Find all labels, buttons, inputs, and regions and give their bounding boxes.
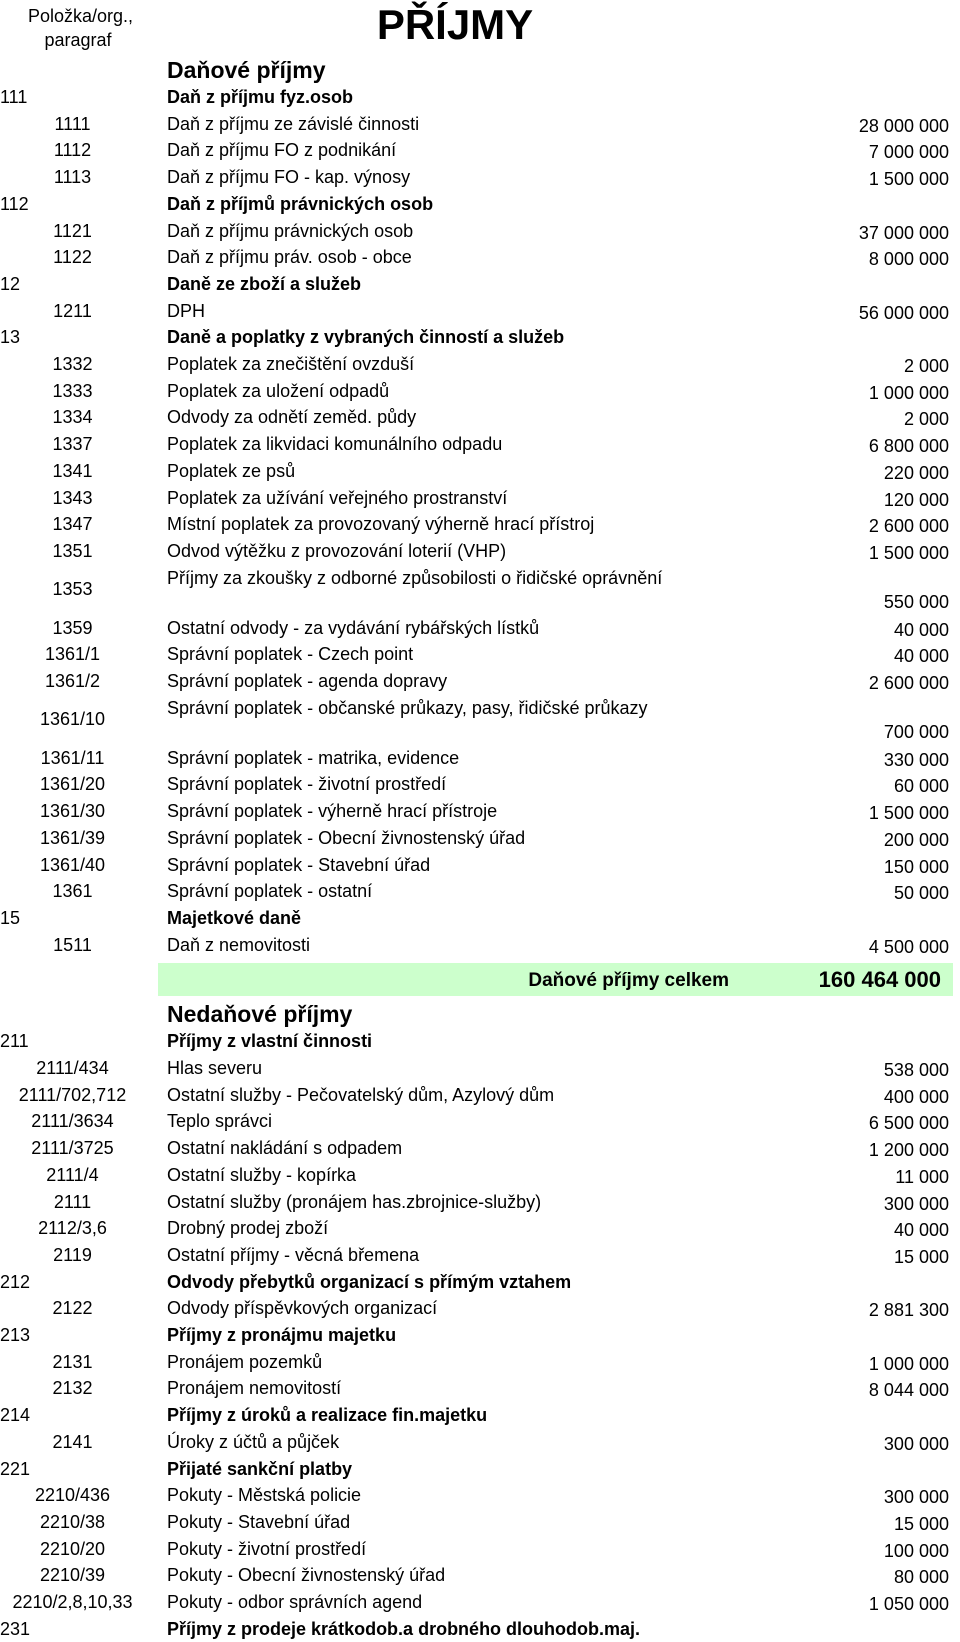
item-label: Odvody příspěvkových organizací — [167, 1298, 438, 1319]
group-row — [0, 84, 960, 111]
item-amount: 2 881 300 — [868, 1300, 949, 1321]
group-code: 111 — [0, 87, 28, 107]
item-label: Daň z příjmu FO z podnikání — [167, 140, 397, 161]
line-item-row — [0, 511, 960, 538]
item-amount: 7 000 000 — [868, 142, 949, 163]
item-amount: 2 600 000 — [868, 673, 949, 693]
line-item-row — [0, 244, 960, 271]
item-amount: 300 000 — [883, 1193, 949, 1214]
line-item-row — [0, 1295, 960, 1322]
item-code: 2131 — [52, 1351, 93, 1372]
item-label: Daň z příjmu práv. osob - obce — [167, 247, 412, 268]
group-code: 15 — [0, 907, 21, 928]
line-item-row — [0, 351, 960, 378]
item-amount: 8 000 000 — [868, 249, 949, 270]
item-label: Daň z nemovitosti — [167, 934, 311, 955]
item-label: Ostatní služby - Pečovatelský dům, Azylový dům — [167, 1084, 555, 1105]
item-code: 1359 — [52, 617, 93, 638]
group-row — [0, 1456, 960, 1483]
item-amount: 2 000 — [903, 409, 949, 430]
item-code: 2210/20 — [39, 1538, 106, 1559]
line-item-row — [0, 932, 960, 959]
item-code: 2112/3,6 — [38, 1218, 107, 1239]
item-amount: 4 500 000 — [868, 936, 949, 957]
line-item-row — [0, 1562, 960, 1589]
line-item-row — [0, 1135, 960, 1162]
item-code: 1361/30 — [39, 801, 106, 822]
item-label: Daň z příjmu ze závislé činnosti — [167, 113, 420, 134]
group-row — [0, 324, 960, 351]
item-code: 1361/20 — [39, 774, 106, 795]
item-label: Ostatní služby (pronájem has.zbrojnice-služby) — [167, 1191, 542, 1212]
item-code: 2122 — [52, 1298, 93, 1319]
group-label: Daň z příjmu fyz.osob — [167, 87, 354, 107]
line-item-row — [0, 111, 960, 138]
group-code: 212 — [0, 1271, 31, 1292]
item-label: Pokuty - Obecní živnostenský úřad — [167, 1565, 446, 1586]
item-code: 2210/436 — [34, 1485, 111, 1506]
item-amount: 40 000 — [893, 646, 949, 667]
item-label: Teplo správci — [167, 1111, 273, 1132]
line-item-row — [0, 164, 960, 191]
group-label: Příjmy z úroků a realizace fin.majetku — [167, 1405, 488, 1426]
item-label: Poplatek za užívání veřejného prostranství — [167, 487, 508, 508]
group-label: Daň z příjmů právnických osob — [167, 193, 434, 214]
line-item-row — [0, 1162, 960, 1189]
group-label: Daně a poplatky z vybraných činností a služeb — [167, 327, 565, 348]
item-amount: 300 000 — [883, 1487, 949, 1508]
item-label: Poplatek ze psů — [167, 460, 296, 481]
item-code: 1111 — [54, 113, 91, 134]
group-label: Příjmy z pronájmu majetku — [167, 1325, 397, 1345]
item-code: 1113 — [53, 167, 92, 188]
item-code: 1112 — [53, 140, 92, 161]
line-item-row — [0, 1429, 960, 1456]
item-label: Poplatek za znečištění ovzduší — [167, 354, 415, 374]
item-code: 1351 — [52, 540, 93, 561]
group-code: 214 — [0, 1405, 31, 1426]
item-label: Správní poplatek - Obecní živnostenský úřad — [167, 827, 526, 848]
group-label: Přijaté sankční platby — [167, 1458, 353, 1479]
item-code: 2111/702,712 — [18, 1084, 127, 1105]
item-amount: 56 000 000 — [858, 302, 949, 323]
item-label: Úroky z účtů a půjček — [167, 1431, 340, 1452]
item-amount: 1 500 000 — [868, 803, 949, 824]
line-item-row — [0, 565, 960, 615]
group-row — [0, 905, 960, 932]
line-item-row — [0, 1108, 960, 1135]
item-code: 2111/3725 — [31, 1138, 114, 1159]
item-label: Pronájem nemovitostí — [167, 1378, 342, 1399]
line-item-row — [0, 668, 960, 695]
line-item-row — [0, 1189, 960, 1216]
line-item-row — [0, 615, 960, 642]
group-label: Příjmy z vlastní činnosti — [167, 1031, 373, 1052]
item-code: 2111/4 — [46, 1164, 99, 1185]
item-amount: 40 000 — [893, 1220, 949, 1241]
item-code: 1361/39 — [39, 827, 106, 848]
item-label: Správní poplatek - ostatní — [167, 881, 373, 902]
item-label: Správní poplatek - výherně hrací přístroje — [167, 801, 498, 822]
item-amount: 28 000 000 — [858, 115, 949, 136]
line-item-row — [0, 458, 960, 485]
total-value: 160 464 000 — [818, 967, 941, 993]
line-item-row — [0, 1536, 960, 1563]
item-amount: 40 000 — [893, 619, 949, 640]
item-code: 1343 — [52, 487, 93, 508]
section-heading-row — [0, 55, 960, 85]
item-code: 1361/2 — [44, 671, 101, 691]
item-label: Odvody za odnětí zeměd. půdy — [167, 407, 417, 428]
item-amount: 80 000 — [893, 1567, 949, 1588]
group-code: 112 — [0, 193, 29, 214]
item-code: 2111 — [53, 1191, 92, 1212]
item-code: 1332 — [52, 354, 93, 374]
item-label: Daň z příjmu právnických osob — [167, 220, 414, 241]
line-item-row — [0, 878, 960, 905]
item-label: DPH — [167, 300, 206, 321]
group-label: Daně ze zboží a služeb — [167, 273, 362, 294]
item-code: 1361/10 — [39, 708, 106, 729]
item-code: 2111/434 — [36, 1058, 109, 1078]
item-label: Ostatní služby - kopírka — [167, 1164, 357, 1185]
item-amount: 150 000 — [883, 856, 949, 877]
section-heading-row — [0, 999, 960, 1029]
item-code: 1121 — [53, 220, 92, 241]
item-amount: 1 050 000 — [868, 1594, 949, 1614]
item-label: Správní poplatek - matrika, evidence — [167, 747, 460, 768]
item-amount: 50 000 — [893, 883, 949, 904]
item-label: Ostatní odvody - za vydávání rybářských lístků — [167, 617, 540, 638]
item-code: 1361/1 — [44, 644, 101, 665]
item-label: Drobný prodej zboží — [167, 1218, 329, 1239]
total-label: Daňové příjmy celkem — [528, 970, 729, 992]
item-amount: 60 000 — [893, 776, 949, 797]
item-code: 1341 — [52, 460, 93, 481]
line-item-row — [0, 798, 960, 825]
item-label: Pokuty - odbor správních agend — [167, 1592, 423, 1612]
item-amount: 15 000 — [893, 1513, 949, 1534]
item-code: 1333 — [52, 380, 93, 401]
item-label: Pokuty - životní prostředí — [167, 1538, 367, 1559]
line-item-row — [0, 1375, 960, 1402]
group-row — [0, 191, 960, 218]
line-item-row — [0, 825, 960, 852]
item-code: 1211 — [53, 300, 92, 321]
item-code: 1122 — [53, 247, 92, 268]
item-label: Správní poplatek - životní prostředí — [167, 774, 447, 795]
item-code: 2210/2,8,10,33 — [12, 1592, 133, 1612]
line-item-row — [0, 641, 960, 668]
item-label: Poplatek za likvidaci komunálního odpadu — [167, 434, 503, 455]
item-amount: 538 000 — [883, 1060, 949, 1080]
group-code: 12 — [0, 273, 21, 294]
line-item-row — [0, 1215, 960, 1242]
item-amount: 220 000 — [883, 462, 949, 483]
group-row — [0, 1322, 960, 1349]
item-code: 1511 — [53, 934, 92, 955]
item-amount: 330 000 — [883, 749, 949, 770]
item-code: 1347 — [52, 514, 93, 535]
item-amount: 300 000 — [883, 1433, 949, 1454]
item-amount: 100 000 — [883, 1540, 949, 1561]
item-label: Daň z příjmu FO - kap. výnosy — [167, 167, 411, 188]
line-item-row — [0, 298, 960, 325]
item-amount: 1 500 000 — [868, 542, 949, 563]
item-code: 1353 — [52, 578, 93, 599]
group-row — [0, 1616, 960, 1642]
line-item-row — [0, 745, 960, 772]
item-amount: 2 000 — [903, 356, 949, 376]
line-item-row — [0, 1349, 960, 1376]
line-item-row — [0, 1082, 960, 1109]
line-item-row — [0, 852, 960, 879]
item-label: Pronájem pozemků — [167, 1351, 323, 1372]
group-row — [0, 1028, 960, 1055]
group-label: Majetkové daně — [167, 907, 302, 928]
item-code: 1361 — [52, 881, 93, 902]
item-label: Odvod výtěžku z provozování loterií (VHP) — [167, 540, 507, 561]
line-item-row — [0, 218, 960, 245]
item-amount: 2 600 000 — [868, 516, 949, 537]
line-item-row — [0, 1482, 960, 1509]
item-code: 2111/3634 — [31, 1111, 114, 1132]
line-item-row — [0, 695, 960, 745]
item-label: Správní poplatek - agenda dopravy — [167, 671, 448, 691]
tax-income-total — [158, 963, 953, 996]
item-amount: 6 800 000 — [868, 436, 949, 457]
line-item-row — [0, 1055, 960, 1082]
item-label: Pokuty - Stavební úřad — [167, 1511, 351, 1532]
item-amount: 700 000 — [883, 721, 949, 742]
group-code: 211 — [0, 1031, 29, 1052]
group-label: Odvody přebytků organizací s přímým vztahem — [167, 1271, 572, 1292]
item-amount: 11 000 — [895, 1166, 949, 1187]
item-code: 2132 — [52, 1378, 93, 1399]
item-label: Příjmy za zkoušky z odborné způsobilosti o řidičské oprávnění — [167, 567, 663, 588]
item-label: Pokuty - Městská policie — [167, 1485, 362, 1506]
item-code: 2210/38 — [39, 1511, 106, 1532]
item-amount: 550 000 — [883, 591, 949, 612]
item-amount: 200 000 — [883, 829, 949, 850]
line-item-row — [0, 1589, 960, 1616]
group-row — [0, 271, 960, 298]
group-row — [0, 1402, 960, 1429]
line-item-row — [0, 485, 960, 512]
item-label: Hlas severu — [167, 1058, 263, 1078]
group-code: 231 — [0, 1618, 31, 1639]
item-code: 1361/11 — [40, 747, 105, 768]
line-item-row — [0, 771, 960, 798]
item-label: Místní poplatek za provozovaný výherně hrací přístroj — [167, 514, 595, 535]
item-amount: 400 000 — [883, 1086, 949, 1107]
item-label: Poplatek za uložení odpadů — [167, 380, 390, 401]
line-item-row — [0, 431, 960, 458]
item-amount: 8 044 000 — [868, 1380, 949, 1401]
group-code: 213 — [0, 1325, 31, 1345]
item-code: 1337 — [52, 434, 93, 455]
item-amount: 15 000 — [893, 1246, 949, 1267]
item-amount: 1 000 000 — [868, 382, 949, 403]
line-item-row — [0, 378, 960, 405]
line-item-row — [0, 404, 960, 431]
item-amount: 1 500 000 — [868, 169, 949, 190]
page-title: PŘÍJMY — [376, 1, 534, 48]
item-code: 2141 — [52, 1431, 93, 1452]
item-code: 2210/39 — [39, 1565, 106, 1586]
line-item-row — [0, 137, 960, 164]
item-label: Správní poplatek - občanské průkazy, pasy, řidičské průkazy — [167, 697, 648, 718]
group-code: 221 — [0, 1458, 31, 1479]
item-amount: 1 000 000 — [868, 1353, 949, 1374]
code-column-header: Položka/org., paragraf — [28, 6, 134, 50]
group-code: 13 — [0, 327, 21, 348]
item-amount: 6 500 000 — [868, 1113, 949, 1134]
item-amount: 1 200 000 — [868, 1140, 949, 1161]
item-code: 2119 — [53, 1244, 92, 1265]
line-item-row — [0, 538, 960, 565]
item-label: Správní poplatek - Stavební úřad — [167, 854, 431, 875]
line-item-row — [0, 1242, 960, 1269]
item-amount: 120 000 — [883, 489, 949, 510]
item-code: 1361/40 — [39, 854, 106, 875]
item-amount: 37 000 000 — [858, 222, 949, 243]
item-label: Ostatní příjmy - věcná břemena — [167, 1244, 420, 1265]
line-item-row — [0, 1509, 960, 1536]
group-label: Příjmy z prodeje krátkodob.a drobného dlouhodob.maj. — [167, 1618, 641, 1639]
item-code: 1334 — [52, 407, 93, 428]
item-label: Ostatní nakládání s odpadem — [167, 1138, 403, 1159]
section-title: Daňové příjmy — [167, 57, 326, 83]
group-row — [0, 1269, 960, 1296]
section-title: Nedaňové příjmy — [167, 1001, 353, 1028]
item-label: Správní poplatek - Czech point — [167, 644, 414, 665]
